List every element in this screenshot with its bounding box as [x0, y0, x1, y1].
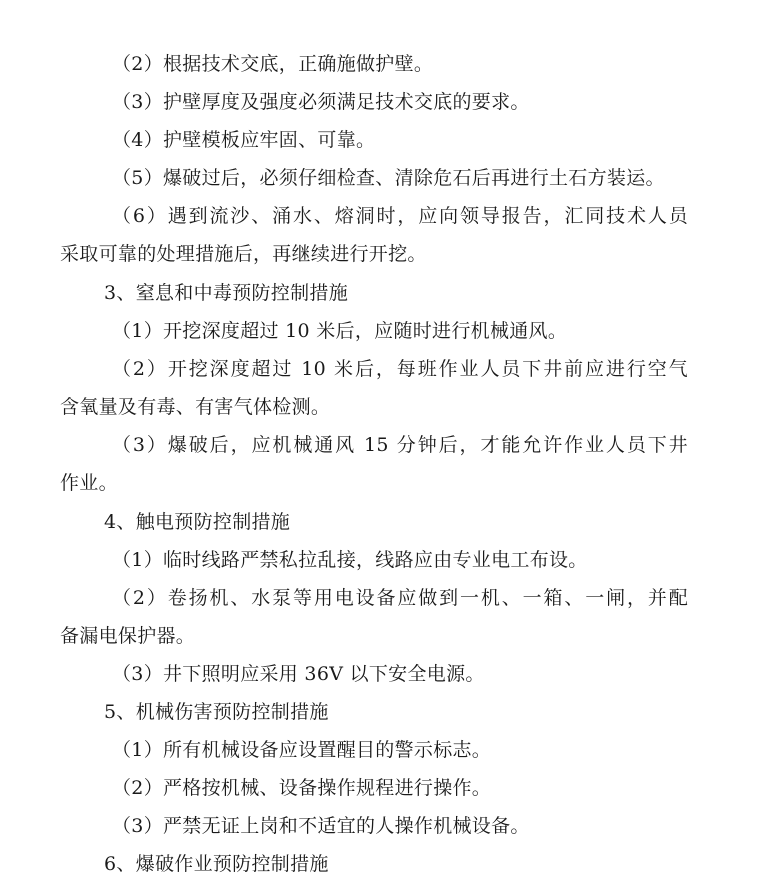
section-heading: 5、机械伤害预防控制措施 — [104, 701, 329, 723]
section-heading: 6、爆破作业预防控制措施 — [104, 853, 329, 875]
paragraph-line: （6）遇到流沙、涌水、熔洞时，应向领导报告，汇同技术人员 — [112, 205, 688, 227]
section-heading: 3、窒息和中毒预防控制措施 — [104, 282, 348, 304]
paragraph-line: （4）护壁模板应牢固、可靠。 — [112, 129, 376, 151]
paragraph-line: 采取可靠的处理措施后，再继续进行开挖。 — [60, 243, 427, 265]
paragraph-line: （2）开挖深度超过 10 米后，每班作业人员下井前应进行空气 — [112, 358, 688, 380]
paragraph-line: 作业。 — [60, 472, 118, 494]
paragraph-line: （1）临时线路严禁私拉乱接，线路应由专业电工布设。 — [112, 549, 588, 571]
paragraph-line: （3）严禁无证上岗和不适宜的人操作机械设备。 — [112, 815, 530, 837]
paragraph-line: 含氧量及有毒、有害气体检测。 — [60, 396, 331, 418]
paragraph-line: （1）开挖深度超过 10 米后，应随时进行机械通风。 — [112, 320, 568, 342]
paragraph-line: （1）所有机械设备应设置醒目的警示标志。 — [112, 739, 492, 761]
paragraph-line: （2）根据技术交底，正确施做护壁。 — [112, 53, 434, 75]
paragraph-line: （3）井下照明应采用 36V 以下安全电源。 — [112, 663, 485, 685]
paragraph-line: （2）严格按机械、设备操作规程进行操作。 — [112, 777, 492, 799]
paragraph-line: （2）卷扬机、水泵等用电设备应做到一机、一箱、一闸，并配 — [112, 587, 688, 609]
paragraph-line: （5）爆破过后，必须仔细检查、清除危石后再进行土石方装运。 — [112, 167, 665, 189]
paragraph-line: 备漏电保护器。 — [60, 625, 196, 647]
section-heading: 4、触电预防控制措施 — [104, 511, 291, 533]
paragraph-line: （3）爆破后，应机械通风 15 分钟后，才能允许作业人员下井 — [112, 434, 688, 456]
paragraph-line: （3）护壁厚度及强度必须满足技术交底的要求。 — [112, 91, 530, 113]
